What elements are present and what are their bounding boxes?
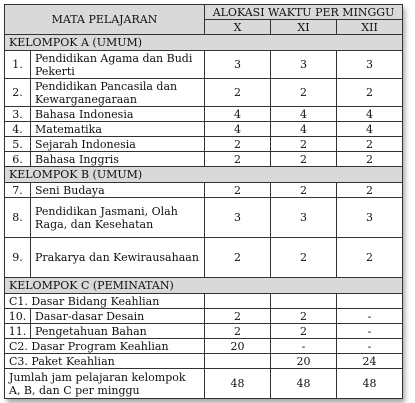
subject-name: Pengetahuan Bahan — [31, 324, 205, 339]
value-xi: 2 — [271, 324, 337, 339]
table-row — [5, 198, 403, 238]
subject-name: Dasar-dasar Desain — [31, 309, 205, 324]
table-row — [5, 238, 403, 278]
value-x: 20 — [205, 339, 271, 354]
total-x: 48 — [205, 369, 271, 399]
value-x: 4 — [205, 122, 271, 137]
value-x: 2 — [205, 238, 271, 278]
table-row — [5, 183, 403, 198]
table-row — [5, 152, 403, 167]
value-x: 2 — [205, 137, 271, 152]
value-xii: 2 — [337, 137, 403, 152]
subject-name: Bahasa Indonesia — [31, 107, 205, 122]
value-xi: - — [271, 339, 337, 354]
value-xii: 3 — [337, 51, 403, 79]
value-x: 2 — [205, 324, 271, 339]
total-xi: 48 — [271, 369, 337, 399]
value-xi: 2 — [271, 183, 337, 198]
value-xi: 2 — [271, 152, 337, 167]
row-number: 1. — [5, 51, 31, 79]
value-xii: - — [337, 324, 403, 339]
value-xi: 3 — [271, 51, 337, 79]
table-row — [5, 324, 403, 339]
group-b-row — [5, 167, 403, 183]
subject-name: Matematika — [31, 122, 205, 137]
grade-x-header: X — [205, 20, 271, 35]
group-c-row — [5, 278, 403, 294]
c3-label: C3. Paket Keahlian — [5, 354, 205, 369]
table-row — [5, 51, 403, 79]
row-number: 2. — [5, 79, 31, 107]
value-xii: - — [337, 339, 403, 354]
table-row — [5, 137, 403, 152]
subject-name: Bahasa Inggris — [31, 152, 205, 167]
c3-row — [5, 354, 403, 369]
value-xii: 2 — [337, 238, 403, 278]
group-a-row — [5, 35, 403, 51]
table-row — [5, 107, 403, 122]
c1-empty-xi — [271, 294, 337, 309]
row-number: 4. — [5, 122, 31, 137]
total-label: Jumlah jam pelajaran kelompok A, B, dan C per minggu — [5, 369, 205, 399]
total-row — [5, 369, 403, 399]
value-x — [205, 354, 271, 369]
row-number: 7. — [5, 183, 31, 198]
value-x: 4 — [205, 107, 271, 122]
c1-label: C1. Dasar Bidang Keahlian — [5, 294, 205, 309]
value-xi: 2 — [271, 137, 337, 152]
subject-header: MATA PELAJARAN — [5, 5, 205, 35]
row-number: 8. — [5, 198, 31, 238]
c2-label: C2. Dasar Program Keahlian — [5, 339, 205, 354]
subject-name: Pendidikan Pancasila dan Kewarganegaraan — [31, 79, 205, 107]
value-x: 2 — [205, 309, 271, 324]
grade-xii-header: XII — [337, 20, 403, 35]
total-xii: 48 — [337, 369, 403, 399]
value-xi: 4 — [271, 122, 337, 137]
c1-empty-x — [205, 294, 271, 309]
group-a-title: KELOMPOK A (UMUM) — [5, 35, 403, 51]
subject-name: Sejarah Indonesia — [31, 137, 205, 152]
value-xii: 24 — [337, 354, 403, 369]
value-xi: 2 — [271, 238, 337, 278]
subject-name: Seni Budaya — [31, 183, 205, 198]
row-number: 5. — [5, 137, 31, 152]
value-xi: 3 — [271, 198, 337, 238]
table-row — [5, 309, 403, 324]
row-number: 6. — [5, 152, 31, 167]
curriculum-table-container — [4, 4, 402, 399]
subject-name: Pendidikan Jasmani, Olah Raga, dan Kesehatan — [31, 198, 205, 238]
value-xi: 2 — [271, 79, 337, 107]
value-x: 2 — [205, 183, 271, 198]
subject-name: Pendidikan Agama dan Budi Pekerti — [31, 51, 205, 79]
c2-row — [5, 339, 403, 354]
value-xii: 2 — [337, 183, 403, 198]
value-xii: 4 — [337, 107, 403, 122]
value-x: 2 — [205, 152, 271, 167]
c1-empty-xii — [337, 294, 403, 309]
row-number: 3. — [5, 107, 31, 122]
value-xii: - — [337, 309, 403, 324]
value-xi: 20 — [271, 354, 337, 369]
value-xii: 4 — [337, 122, 403, 137]
group-c-title: KELOMPOK C (PEMINATAN) — [5, 278, 403, 294]
table-row — [5, 79, 403, 107]
value-x: 3 — [205, 198, 271, 238]
value-x: 3 — [205, 51, 271, 79]
row-number: 11. — [5, 324, 31, 339]
c1-row — [5, 294, 403, 309]
value-x: 2 — [205, 79, 271, 107]
value-xii: 2 — [337, 79, 403, 107]
value-xii: 3 — [337, 198, 403, 238]
table-row — [5, 122, 403, 137]
group-b-title: KELOMPOK B (UMUM) — [5, 167, 403, 183]
curriculum-table — [4, 4, 403, 399]
allocation-header: ALOKASI WAKTU PER MINGGU — [205, 5, 403, 20]
row-number: 9. — [5, 238, 31, 278]
value-xi: 2 — [271, 309, 337, 324]
value-xii: 2 — [337, 152, 403, 167]
subject-name: Prakarya dan Kewirausahaan — [31, 238, 205, 278]
value-xi: 4 — [271, 107, 337, 122]
row-number: 10. — [5, 309, 31, 324]
header-row-1 — [5, 5, 403, 20]
grade-xi-header: XI — [271, 20, 337, 35]
